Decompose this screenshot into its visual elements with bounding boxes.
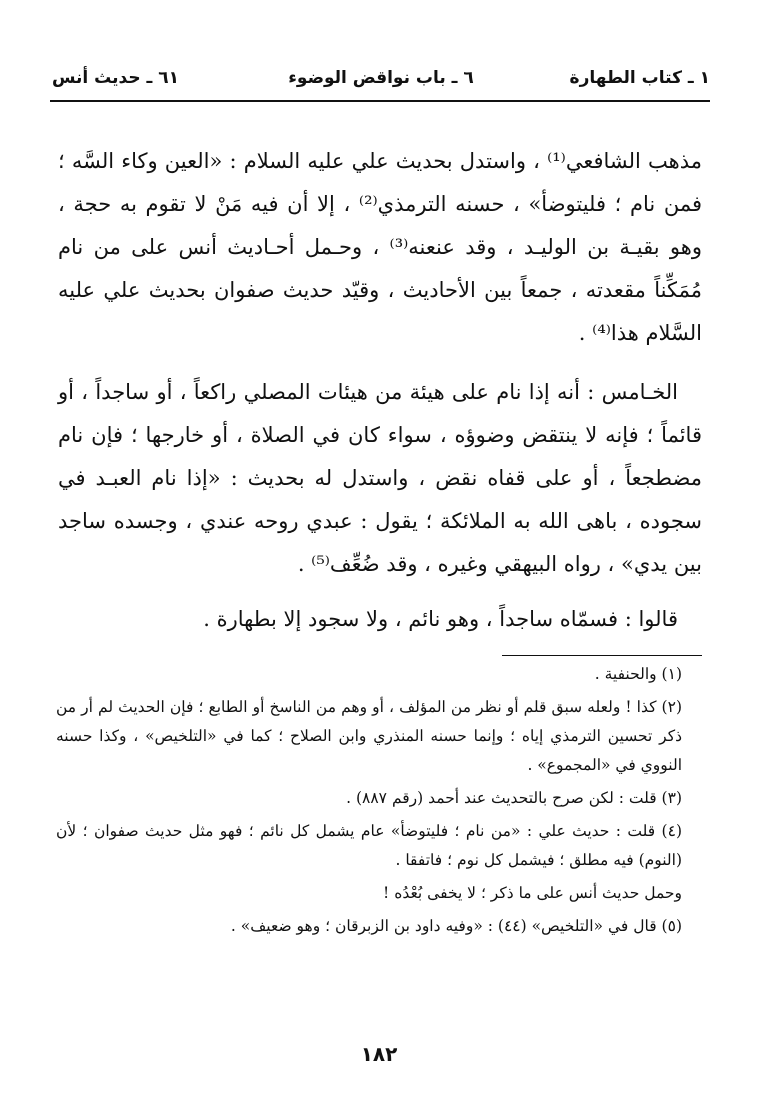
header-hadith-title: ٦١ ـ حديث أنس [52,68,180,88]
footnotes [56,660,702,945]
paragraph-3: قالوا : فسمّاه ساجداً ، وهو نائم ، ولا سجود إلا بطهارة . [203,607,678,631]
header-chapter-title: ٦ ـ باب نواقض الوضوء [288,68,474,88]
running-header [52,62,710,94]
footnote-4-continuation: وحمل حديث أنس على ما ذكر ؛ لا يخفى بُعْدُه ! [383,884,682,902]
footnote-5: (٥) قال في «التلخيص» (٤٤) : «وفيه داود بن الزبرقان ؛ وهو ضعيف» . [230,917,682,935]
header-rule [50,100,710,102]
footnote-separator [502,655,702,656]
footnote-3: (٣) قلت : لكن صرح بالتحديث عند أحمد (رقم ٨٨٧) . [346,789,682,807]
header-book-title: ١ ـ كتاب الطهارة [569,68,710,88]
page-number: ١٨٢ [360,1042,398,1066]
paragraph-2: الخـامس : أنه إذا نام على هيئة من هيئات المصلي راكعاً ، أو ساجداً ، أو قائماً ؛ فإنه لا ينتقض وضوؤه ، سواء كان في الصلاة ، أو خارجها ؛ فإن نام مضطجعاً ، أو على قفاه نقض ، واستدل له بحديث : «إذا نام العبـد في سجوده ، باهى الله به الملائكة ؛ يقول : عبدي روحه عندي ، وجسده ساجد بين يدي» ، رواه البيهقي وغيره ، وقد ضُعِّف⁽⁵⁾ . [58,380,702,576]
footnote-4: (٤) قلت : حديث علي : «من نام ؛ فليتوضأ» عام يشمل كل نائم ؛ فهو مثل حديث صفوان ؛ لأن (النوم) فيه مطلق ؛ فيشمل كل نوم ؛ فاتفقا . [56,822,682,869]
paragraph-1: مذهب الشافعي⁽¹⁾ ، واستدل بحديث علي عليه السلام : «العين وكاء السَّه ؛ فمن نام ؛ فليتوضأ» ، حسنه الترمذي⁽²⁾ ، إلا أن فيه مَنْ لا تقوم به حجة ، وهو بقيـة بن الوليـد ، وقد عنعنه⁽³⁾ ، وحـمل أحـاديث أنس على من نام مُمَكِّناً مقعدته ، جمعاً بين الأحاديث ، وقيّد حديث صفوان بحديث علي عليه السَّلام هذا⁽⁴⁾ . [58,149,702,345]
main-text [58,140,702,641]
footnote-1: (١) والحنفية . [594,665,682,683]
footnote-2: (٢) كذا ! ولعله سبق قلم أو نظر من المؤلف ، أو وهم من الناسخ أو الطابع ؛ فإن الحديث لم أر من ذكر تحسين الترمذي إياه ؛ وإنما حسنه المنذري وابن الصلاح ؛ كما في «التلخيص» ، وكذا حسنه النووي في «المجموع» . [56,698,682,774]
